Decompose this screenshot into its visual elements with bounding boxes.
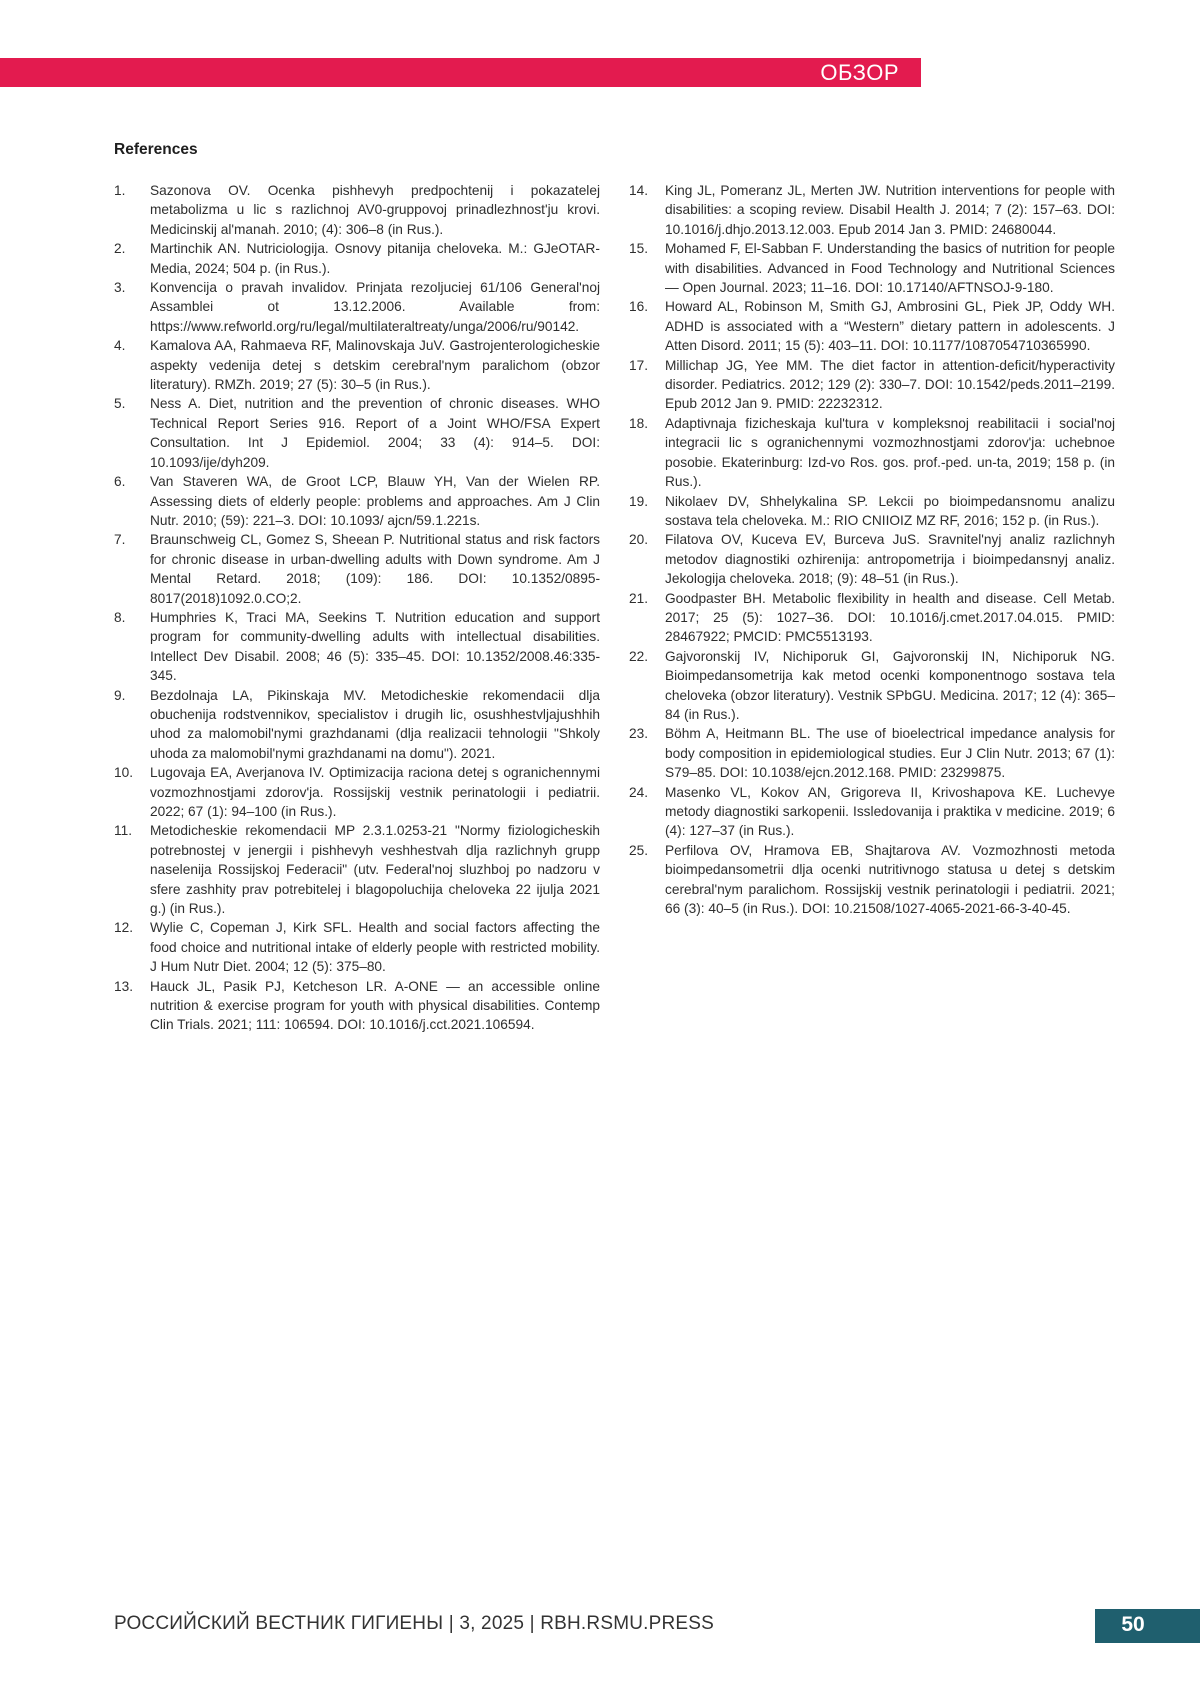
reference-item [114,977,600,1035]
reference-text: Braunschweig CL, Gomez S, Sheean P. Nutritional status and risk factors for chronic disease in urban-dwelling adults with Down syndrome. Am J Mental Retard. 2018; (109): 186. DOI: 10.1352/0895-8017(2018)1092.0.CO;2. [150,532,600,606]
reference-text: Metodicheskie rekomendacii MP 2.3.1.0253-21 "Normy fiziologicheskih potrebnostej v jenergii i pishhevyh veshhestvah dlja razlichnyh grupp naselenija Rossijskoj Federacii" (utv. Federal'noj sluzhboj po nadzoru v sfere zashhity prav potrebitelej i blagopoluchija cheloveka 22 ijulja 2021 g.) (in Rus.). [150,823,600,917]
reference-number: 8. [114,609,126,625]
reference-number: 24. [629,784,649,800]
reference-number: 5. [114,396,126,412]
reference-text: Ness A. Diet, nutrition and the prevention of chronic diseases. WHO Technical Report Series 916. Report of a Joint WHO/FSA Expert Consultation. Int J Epidemiol. 2004; 33 (4): 914–5. DOI: 10.1093/ije/dyh209. [150,396,600,470]
reference-number: 4. [114,338,126,354]
footer-journal-info: РОССИЙСКИЙ ВЕСТНИК ГИГИЕНЫ | 3, 2025 | RBH.RSMU.PRESS [114,1613,715,1634]
reference-item [114,239,600,278]
reference-item [114,394,600,472]
reference-item [629,414,1115,492]
reference-text: King JL, Pomeranz JL, Merten JW. Nutrition interventions for people with disabilities: a scoping review. Disabil Health J. 2014; 7 (2): 157–63. DOI: 10.1016/j.dhjo.2013.12.003. Epub 2014 Jan 3. PMID: 24680044. [665,183,1115,237]
reference-text: Kamalova AA, Rahmaeva RF, Malinovskaja JuV. Gastrojenterologicheskie aspekty vedenija detej s detskim cerebral'nym paralichom (obzor literatury). RMZh. 2019; 27 (5): 30–5 (in Rus.). [150,338,600,393]
reference-text: Millichap JG, Yee MM. The diet factor in attention-deficit/hyperactivity disorder. Pediatrics. 2012; 129 (2): 330–7. DOI: 10.1542/peds.2011–2199. Epub 2012 Jan 9. PMID: 22232312. [665,357,1115,412]
reference-text: Adaptivnaja fizicheskaja kul'tura v kompleksnoj reabilitacii i social'noj integracii lic s ogranichennymi vozmozhnostjami zdorov'ja: uchebnoe posobie. Ekaterinburg: Izd-vo Ros. gos. prof.-ped. un-ta, 2019; 158 p. (in Rus.). [665,415,1115,490]
reference-item [629,356,1115,414]
reference-number: 6. [114,474,126,490]
reference-number: 14. [629,183,649,198]
reference-item [114,336,600,394]
reference-text: Gajvoronskij IV, Nichiporuk GI, Gajvoronskij IN, Nichiporuk NG. Bioimpedansometrija kak metod ocenki komponentnogo sostava tela cheloveka (obzor literatury). Vestnik SPbGU. Medicina. 2017; 12 (4): 365–84 (in Rus.). [665,648,1115,722]
reference-text: Wylie C, Copeman J, Kirk SFL. Health and social factors affecting the food choice and nutritional intake of elderly people with restricted mobility. J Hum Nutr Diet. 2004; 12 (5): 375–80. [150,920,600,975]
reference-item [114,686,600,764]
references-right-column [629,181,1115,918]
reference-item [114,763,600,821]
reference-text: Humphries K, Traci MA, Seekins T. Nutrition education and support program for community-dwelling adults with intellectual disabilities. Intellect Dev Disabil. 2008; 46 (5): 335–45. DOI: 10.1352/2008.46:335-345. [150,609,600,684]
reference-text: Böhm A, Heitmann BL. The use of bioelectrical impedance analysis for body composition in epidemiological studies. Eur J Clin Nutr. 2013; 67 (1): S79–85. DOI: 10.1038/ejcn.2012.168. PMID: 23299875. [665,726,1115,781]
reference-number: 10. [114,765,134,781]
reference-number: 23. [629,726,649,742]
reference-number: 12. [114,920,134,936]
reference-text: Filatova OV, Kuceva EV, Burceva JuS. Sravnitel'nyj analiz razlichnyh metodov diagnostiki ozhirenija: antropometrija i bioimpedansnyj analiz. Jekologija cheloveka. 2018; (9): 48–51 (in Rus.). [665,532,1115,587]
reference-text: Goodpaster BH. Metabolic flexibility in health and disease. Cell Metab. 2017; 25 (5): 1027–36. DOI: 10.1016/j.cmet.2017.04.015. PMID: 28467922; PMCID: PMC5513193. [665,590,1115,645]
reference-item [629,783,1115,841]
reference-item [114,472,600,530]
reference-text: Lugovaja EA, Averjanova IV. Optimizacija raciona detej s ogranichennymi vozmozhnostjami zdorov'ja. Rossijskij vestnik perinatologii i pediatrii. 2022; 67 (1): 94–100 (in Rus.). [150,765,600,819]
reference-number: 16. [629,299,649,315]
reference-item [629,647,1115,725]
reference-item [629,297,1115,355]
reference-number: 7. [114,532,126,548]
reference-text: Bezdolnaja LA, Pikinskaja MV. Metodicheskie rekomendacii dlja obuchenija rodstvennikov, specialistov i drugih lic, osushhestvljajushhih uhod za malomobil'nymi grazhdanami (dlja realizacii tehnologii "Shkoly uhoda za malomobil'nymi grazhdanami na domu"). 2021. [150,687,600,761]
reference-item [114,608,600,686]
reference-item [114,821,600,918]
reference-number: 9. [114,687,126,703]
reference-number: 25. [629,842,649,858]
reference-text: Sazonova OV. Ocenka pishhevyh predpochtenij i pokazatelej metabolizma u lic s razlichnoj AV0-gruppovoj prinadlezhnost'ju krovi. Medicinskij al'manah. 2010; (4): 306–8 (in Rus.). [150,183,600,237]
reference-item [629,530,1115,588]
reference-number: 21. [629,590,649,606]
reference-number: 3. [114,280,126,296]
reference-number: 1. [114,183,126,198]
section-header-bar [0,58,921,87]
reference-number: 22. [629,648,649,664]
page-number-box [1095,1609,1200,1643]
reference-item [629,589,1115,647]
reference-text: Perfilova OV, Hramova EB, Shajtarova AV. Vozmozhnosti metoda bioimpedansometrii dlja ocenki nutritivnogo statusa u detej s detskim cerebral'nym paralichom. Rossijskij vestnik perinatologii i pediatrii. 2021; 66 (3): 40–5 (in Rus.). DOI: 10.21508/1027-4065-2021-66-3-40-45. [665,842,1115,917]
reference-item [114,181,600,239]
reference-number: 20. [629,532,649,548]
references-left-column [114,181,600,1035]
reference-item [629,239,1115,297]
reference-number: 19. [629,493,649,509]
reference-text: Van Staveren WA, de Groot LCP, Blauw YH, Van der Wielen RP. Assessing diets of elderly people: problems and approaches. Am J Clin Nutr. 2010; (59): 221–3. DOI: 10.1093/ ajcn/59.1.221s. [150,474,600,528]
reference-text: Nikolaev DV, Shhelykalina SP. Lekcii po bioimpedansnomu analizu sostava tela cheloveka. M.: RIO CNIIOIZ MZ RF, 2016; 152 p. (in Rus.). [665,493,1115,528]
page-number: 50 [1121,1613,1145,1636]
reference-text: Mohamed F, El-Sabban F. Understanding the basics of nutrition for people with disabilities. Advanced in Food Technology and Nutritional Sciences — Open Journal. 2023; 11–16. DOI: 10.17140/AFTNSOJ-9-180. [665,241,1115,296]
reference-number: 13. [114,978,134,994]
reference-item [114,918,600,976]
reference-item [629,841,1115,919]
references-heading: References [114,141,198,158]
reference-text: Masenko VL, Kokov AN, Grigoreva II, Krivoshapova KE. Luchevye metody diagnostiki sarkopenii. Issledovanija i praktika v medicine. 2019; 6 (4): 127–37 (in Rus.). [665,784,1115,839]
reference-item [114,278,600,336]
reference-number: 2. [114,241,126,257]
reference-item [629,724,1115,782]
reference-text: Konvencija o pravah invalidov. Prinjata rezoljuciej 61/106 General'noj Assamblei ot 13.12.2006. Available from: https://www.refworld.org/ru/legal/multilateraltreaty/unga/2006/ru/90142. [150,280,600,334]
reference-text: Howard AL, Robinson M, Smith GJ, Ambrosini GL, Piek JP, Oddy WH. ADHD is associated with a “Western” dietary pattern in adolescents. J Atten Disord. 2011; 15 (5): 403–11. DOI: 10.1177/1087054710365990. [665,299,1115,354]
reference-number: 15. [629,241,649,257]
reference-item [629,492,1115,531]
reference-number: 11. [114,823,133,839]
reference-text: Hauck JL, Pasik PJ, Ketcheson LR. A-ONE — an accessible online nutrition & exercise program for youth with physical disabilities. Contemp Clin Trials. 2021; 111: 106594. DOI: 10.1016/j.cct.2021.106594. [150,978,600,1033]
reference-item [629,181,1115,239]
reference-number: 18. [629,415,649,431]
reference-item [114,530,600,608]
reference-number: 17. [629,357,649,373]
section-label: ОБЗОР [820,60,899,85]
reference-text: Martinchik AN. Nutriciologija. Osnovy pitanija cheloveka. M.: GJeOTAR-Media, 2024; 504 p. (in Rus.). [150,241,600,276]
